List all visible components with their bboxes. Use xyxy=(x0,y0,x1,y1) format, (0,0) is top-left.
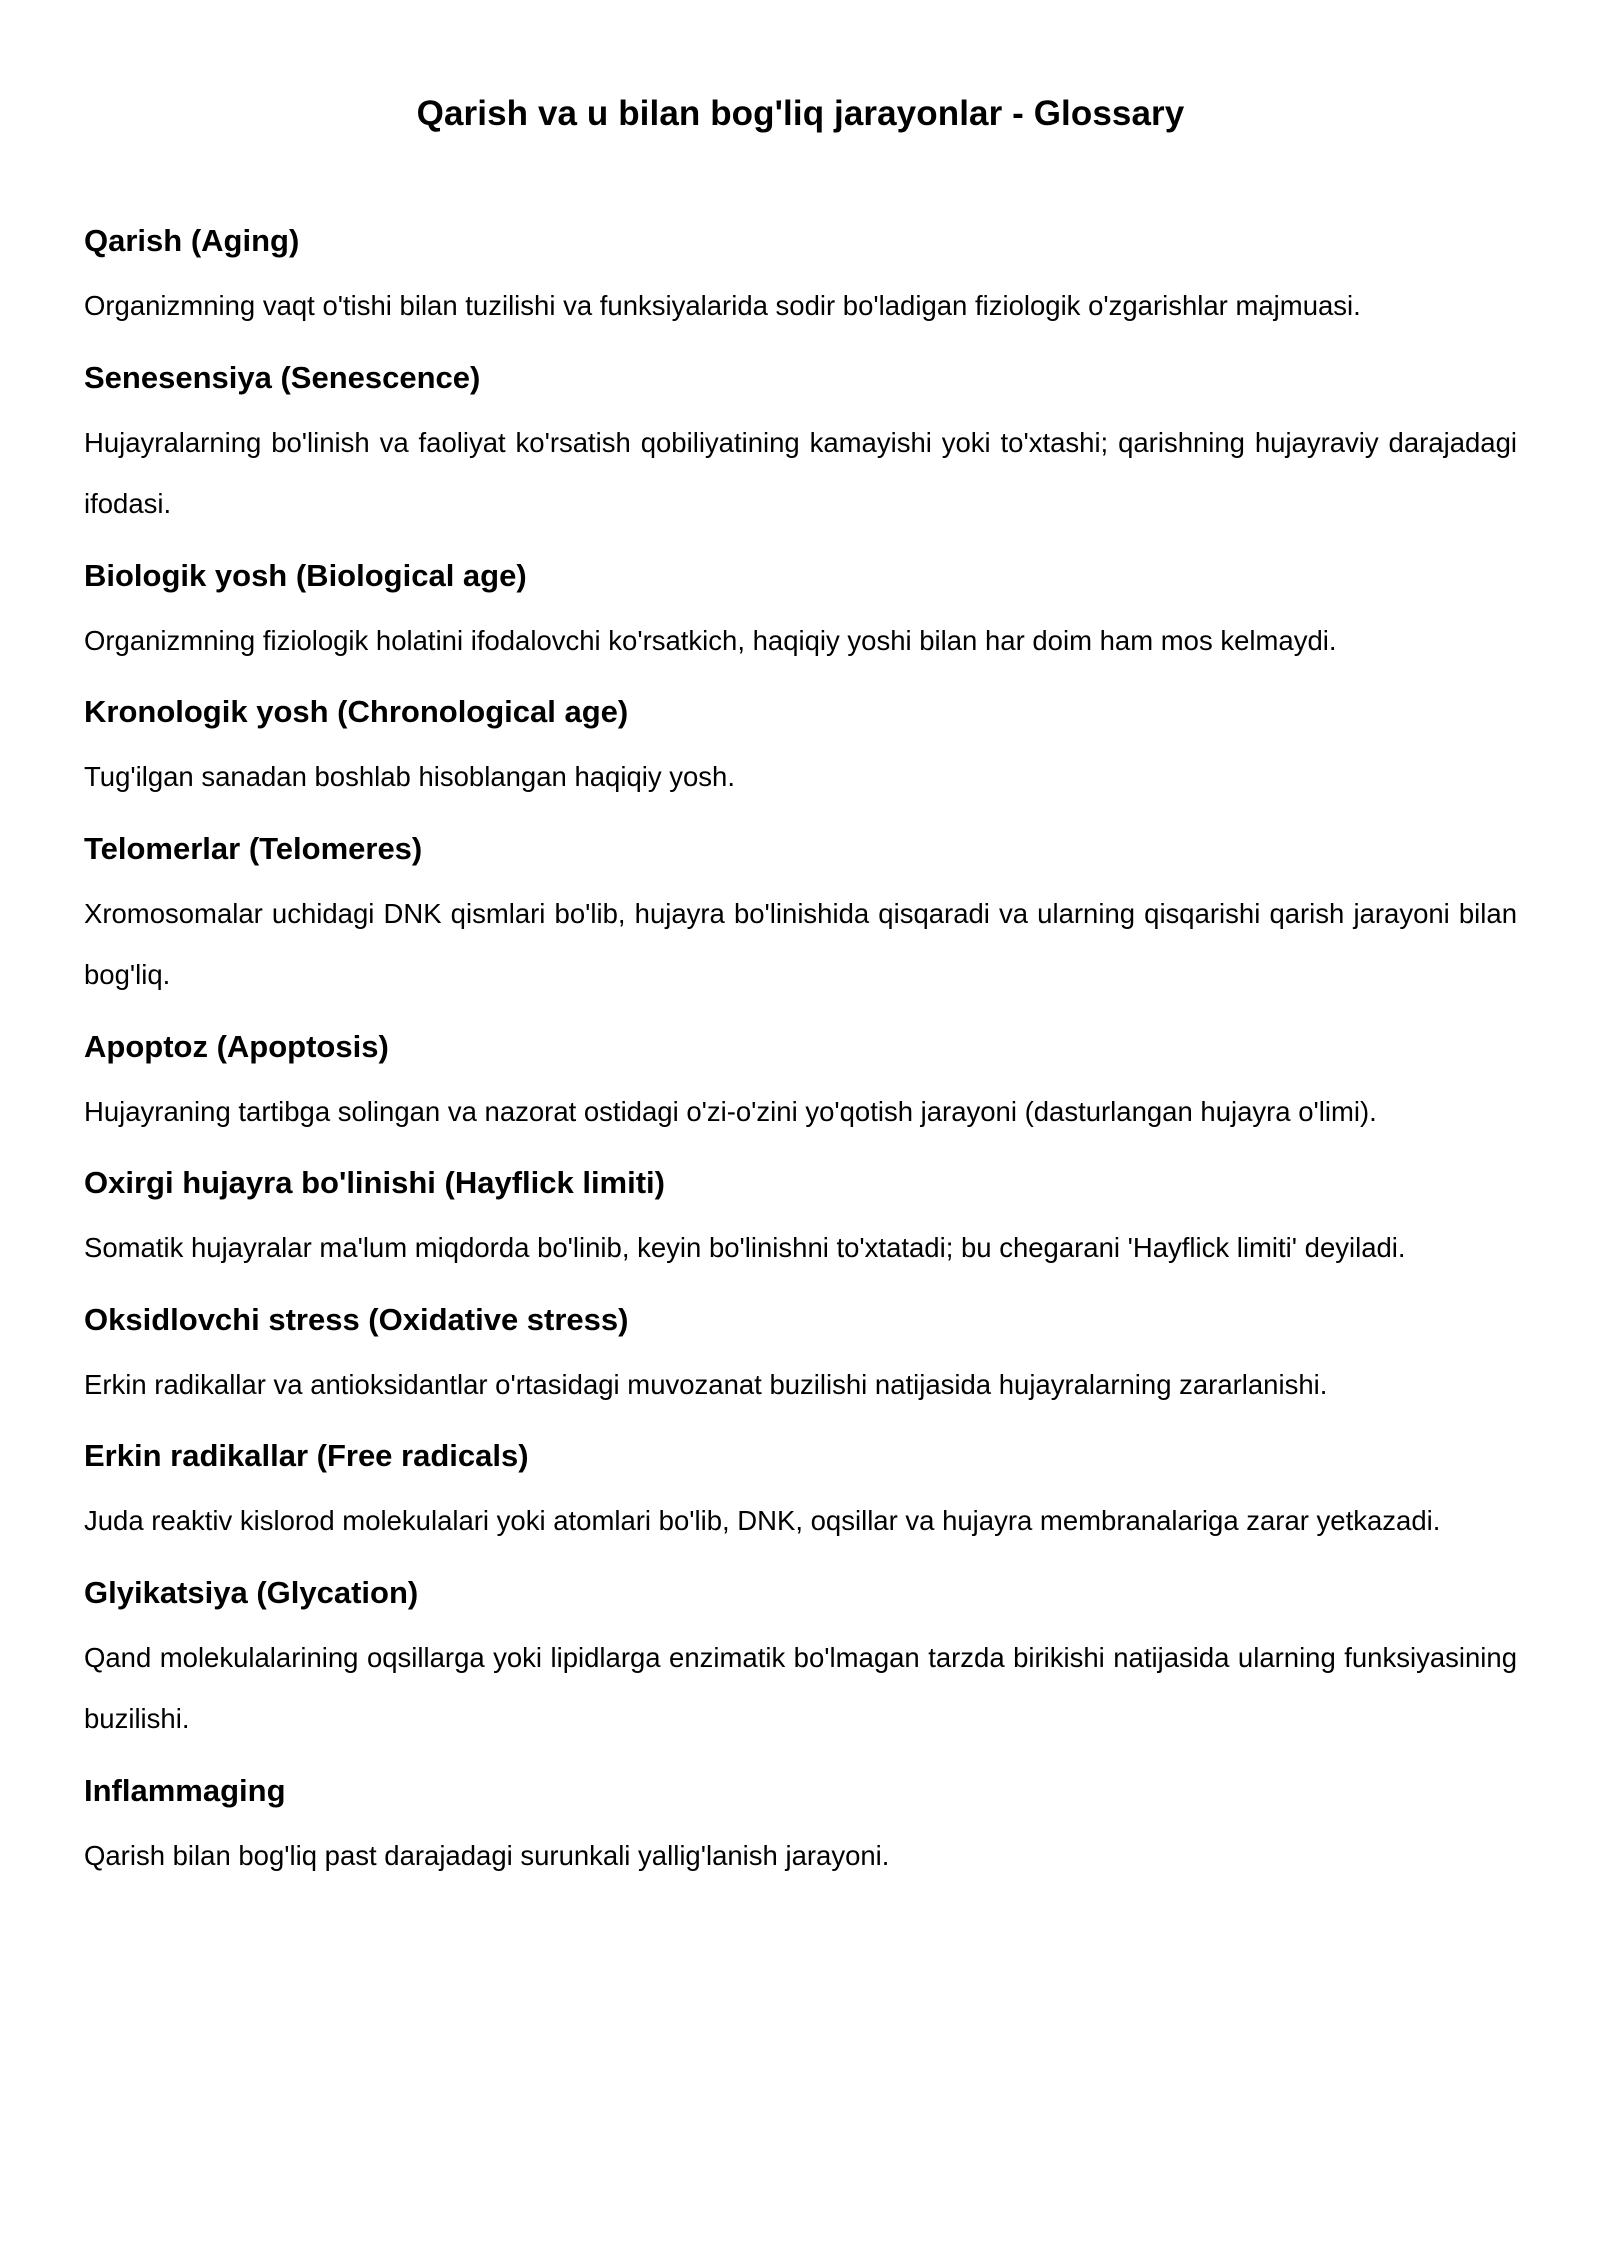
glossary-list xyxy=(84,221,1517,1886)
glossary-term: Glyikatsiya (Glycation) xyxy=(84,1574,419,1610)
glossary-entry xyxy=(84,1573,1517,1750)
glossary-entry xyxy=(84,1300,1517,1416)
glossary-term: Biologik yosh (Biological age) xyxy=(84,557,527,593)
glossary-definition: Juda reaktiv kislorod molekulalari yoki atomlari bo'lib, DNK, oqsillar va hujayra membranalariga zarar yetkazadi. xyxy=(84,1505,1441,1536)
glossary-definition: Hujayralarning bo'linish va faoliyat ko'rsatish qobiliyatining kamayishi yoki to'xtashi; qarishning hujayraviy darajadagi ifodasi. xyxy=(84,426,1517,519)
glossary-entry xyxy=(84,221,1517,337)
glossary-term: Erkin radikallar (Free radicals) xyxy=(84,1438,529,1473)
glossary-entry xyxy=(84,1771,1517,1887)
glossary-term: Oksidlovchi stress (Oxidative stress) xyxy=(84,1301,629,1337)
glossary-entry xyxy=(84,1436,1517,1552)
glossary-definition: Xromosomalar uchidagi DNK qismlari bo'lib, hujayra bo'linishida qisqaradi va ularning qisqarishi qarish jarayoni bilan bog'liq. xyxy=(84,897,1517,990)
glossary-definition: Somatik hujayralar ma'lum miqdorda bo'linib, keyin bo'linishni to'xtatadi; bu chegarani 'Hayflick limiti' deyiladi. xyxy=(84,1232,1406,1263)
glossary-definition: Organizmning vaqt o'tishi bilan tuzilishi va funksiyalarida sodir bo'ladigan fiziologik o'zgarishlar majmuasi. xyxy=(84,290,1361,321)
glossary-definition: Qand molekulalarining oqsillarga yoki lipidlarga enzimatik bo'lmagan tarzda birikishi natijasida ularning funksiyasining buzilishi. xyxy=(84,1641,1517,1734)
document-title: Qarish va u bilan bog'liq jarayonlar - Glossary xyxy=(416,94,1185,133)
glossary-definition: Tug'ilgan sanadan boshlab hisoblangan haqiqiy yosh. xyxy=(84,761,735,792)
glossary-term: Qarish (Aging) xyxy=(84,223,300,258)
glossary-term: Senesensiya (Senescence) xyxy=(84,359,481,395)
glossary-definition: Erkin radikallar va antioksidantlar o'rtasidagi muvozanat buzilishi natijasida hujayralarning zararlanishi. xyxy=(84,1368,1328,1400)
glossary-term: Telomerlar (Telomeres) xyxy=(84,830,423,866)
glossary-term: Inflammaging xyxy=(84,1772,286,1808)
glossary-term: Oxirgi hujayra bo'linishi (Hayflick limiti) xyxy=(84,1165,665,1200)
glossary-entry xyxy=(84,1027,1517,1143)
glossary-entry xyxy=(84,829,1517,1006)
glossary-term: Apoptoz (Apoptosis) xyxy=(84,1028,389,1064)
glossary-entry xyxy=(84,1163,1517,1279)
glossary-entry xyxy=(84,692,1517,808)
glossary-term: Kronologik yosh (Chronological age) xyxy=(84,694,629,729)
glossary-definition: Qarish bilan bog'liq past darajadagi surunkali yallig'lanish jarayoni. xyxy=(84,1839,890,1871)
glossary-entry xyxy=(84,358,1517,535)
glossary-definition: Organizmning fiziologik holatini ifodalovchi ko'rsatkich, haqiqiy yoshi bilan har doim ham mos kelmaydi. xyxy=(84,624,1337,656)
glossary-entry xyxy=(84,556,1517,672)
glossary-definition: Hujayraning tartibga solingan va nazorat ostidagi o'zi-o'zini yo'qotish jarayoni (dasturlangan hujayra o'limi). xyxy=(84,1095,1377,1127)
